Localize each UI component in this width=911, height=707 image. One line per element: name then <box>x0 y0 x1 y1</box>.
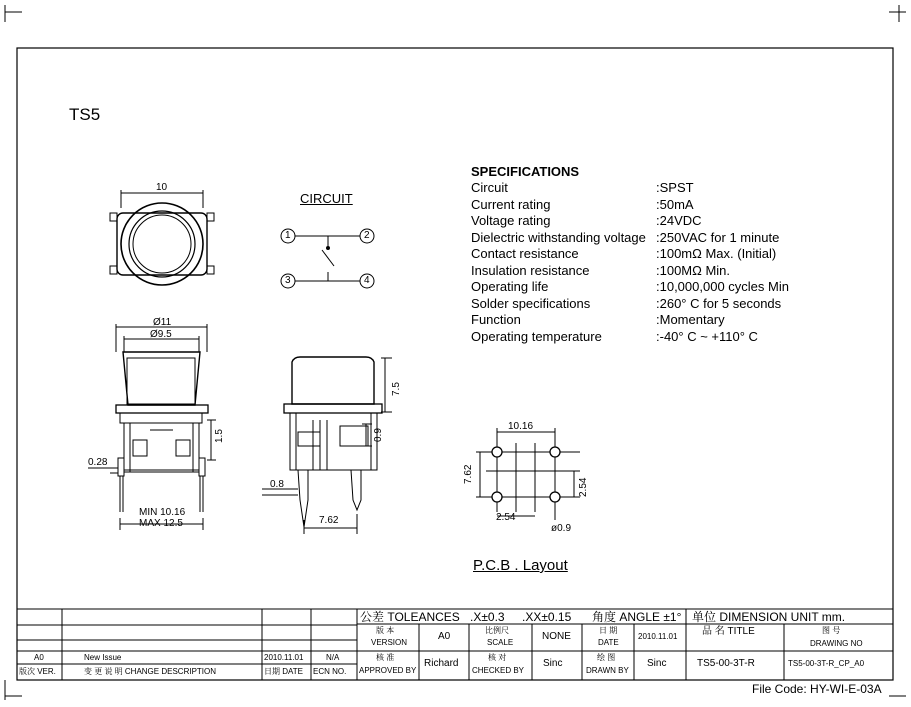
circuit-pin-label: 3 <box>285 275 291 286</box>
circuit-symbol <box>281 229 374 288</box>
header-change-description: 变 更 说 明 CHANGE DESCRIPTION <box>84 667 217 676</box>
side-view-drawing <box>262 357 392 534</box>
file-code: File Code: HY-WI-E-03A <box>752 682 882 696</box>
circuit-title: CIRCUIT <box>300 191 353 206</box>
angle-tolerance: 角度 ANGLE ±1° <box>592 610 682 624</box>
dim-max-width: MAX 12.5 <box>139 518 183 529</box>
spec-value: :100mΩ Max. (Initial) <box>656 246 777 261</box>
scale-cn: 比例尺 <box>485 626 509 635</box>
checked-cn: 核 对 <box>488 653 507 662</box>
approved-en: APPROVED BY <box>359 666 417 675</box>
drawing-frame <box>17 48 893 680</box>
dim-lead-028: 0.28 <box>88 457 108 468</box>
scale-en: SCALE <box>487 638 514 647</box>
checked-en: CHECKED BY <box>472 666 525 675</box>
circuit-pin-label: 4 <box>364 275 370 286</box>
pcb-layout-drawing <box>476 428 580 520</box>
checked-value: Sinc <box>543 658 563 669</box>
tolerances-label: 公差 TOLEANCES <box>360 610 460 624</box>
part-title: TS5 <box>69 105 101 124</box>
spec-label: Operating temperature <box>471 329 602 344</box>
date-cn: 日 期 <box>599 626 618 635</box>
circuit-pin-label: 2 <box>364 230 370 241</box>
dim-pcb-254-v: 2.54 <box>578 477 589 497</box>
drawn-cn: 绘 图 <box>597 653 616 662</box>
header-ecn: ECN NO. <box>313 667 347 676</box>
spec-value: :100MΩ Min. <box>656 263 731 278</box>
dim-pcb-254-h: 2.54 <box>496 512 516 523</box>
dim-h-15: 1.5 <box>214 429 225 443</box>
tolerance-x: .X±0.3 <box>470 610 505 624</box>
spec-label: Current rating <box>471 197 551 212</box>
dim-od-9-5: Ø9.5 <box>150 329 172 340</box>
front-view-drawing <box>88 324 216 530</box>
version-cn: 版 本 <box>376 626 395 635</box>
spec-label: Circuit <box>471 180 508 195</box>
revision-ecn: N/A <box>326 653 340 662</box>
title-value: TS5-00-3T-R <box>697 658 755 669</box>
version-value: A0 <box>438 631 451 642</box>
drawing-no-cn: 图 号 <box>822 626 841 635</box>
top-view-drawing <box>110 190 214 285</box>
corner-mark-tl <box>5 5 22 22</box>
revision-version: A0 <box>34 653 44 662</box>
spec-value: :-40° C ~ +110° C <box>656 329 758 344</box>
header-version: 版次 VER. <box>19 667 56 676</box>
dim-pcb-1016: 10.16 <box>508 421 534 432</box>
dim-od-11: Ø11 <box>153 317 172 328</box>
tolerance-xx: .XX±0.15 <box>522 610 572 624</box>
spec-label: Insulation resistance <box>471 263 590 278</box>
spec-value: :250VAC for 1 minute <box>656 230 780 245</box>
title-header: 品 名 TITLE <box>702 626 755 637</box>
pcb-layout-label: P.C.B . Layout <box>473 557 568 574</box>
spec-value: :Momentary <box>656 312 725 327</box>
dim-pcb-762: 7.62 <box>463 464 474 484</box>
drawing-no-value: TS5-00-3T-R_CP_A0 <box>788 659 865 668</box>
spec-value: :24VDC <box>656 213 702 228</box>
corner-mark-tr <box>889 5 906 22</box>
approved-cn: 核 准 <box>376 653 395 662</box>
dim-pitch-762: 7.62 <box>319 515 339 526</box>
spec-label: Dielectric withstanding voltage <box>471 230 646 245</box>
drawn-en: DRAWN BY <box>586 666 629 675</box>
spec-value: :260° C for 5 seconds <box>656 296 782 311</box>
revision-date: 2010.11.01 <box>264 653 304 662</box>
spec-label: Solder specifications <box>471 296 591 311</box>
circuit-pin-label: 1 <box>285 230 291 241</box>
spec-label: Voltage rating <box>471 213 551 228</box>
dimension-unit: 单位 DIMENSION UNIT mm. <box>692 610 846 624</box>
spec-label: Contact resistance <box>471 246 579 261</box>
header-date: 日期 DATE <box>264 667 303 676</box>
approved-value: Richard <box>424 658 459 669</box>
dim-lead-08: 0.8 <box>270 479 284 490</box>
drawn-value: Sinc <box>647 658 667 669</box>
version-en: VERSION <box>371 638 408 647</box>
pcb-pads <box>492 447 560 502</box>
dim-h-09: 0.9 <box>373 428 384 442</box>
specifications-heading: SPECIFICATIONS <box>471 164 580 179</box>
dim-top-width: 10 <box>156 182 168 193</box>
spec-value: :50mA <box>656 197 694 212</box>
dim-h-75: 7.5 <box>391 382 402 396</box>
dim-pcb-hole: ø0.9 <box>551 523 572 534</box>
dim-min-width: MIN 10.16 <box>139 507 186 518</box>
revision-description: New Issue <box>84 653 122 662</box>
drawing-no-en: DRAWING NO <box>810 639 863 648</box>
spec-label: Function <box>471 312 521 327</box>
date-en: DATE <box>598 638 619 647</box>
scale-value: NONE <box>542 631 571 642</box>
corner-mark-bl <box>5 680 22 700</box>
spec-value: :10,000,000 cycles Min <box>656 279 789 294</box>
spec-label: Operating life <box>471 279 549 294</box>
spec-value: :SPST <box>656 180 694 195</box>
date-value: 2010.11.01 <box>638 632 678 641</box>
